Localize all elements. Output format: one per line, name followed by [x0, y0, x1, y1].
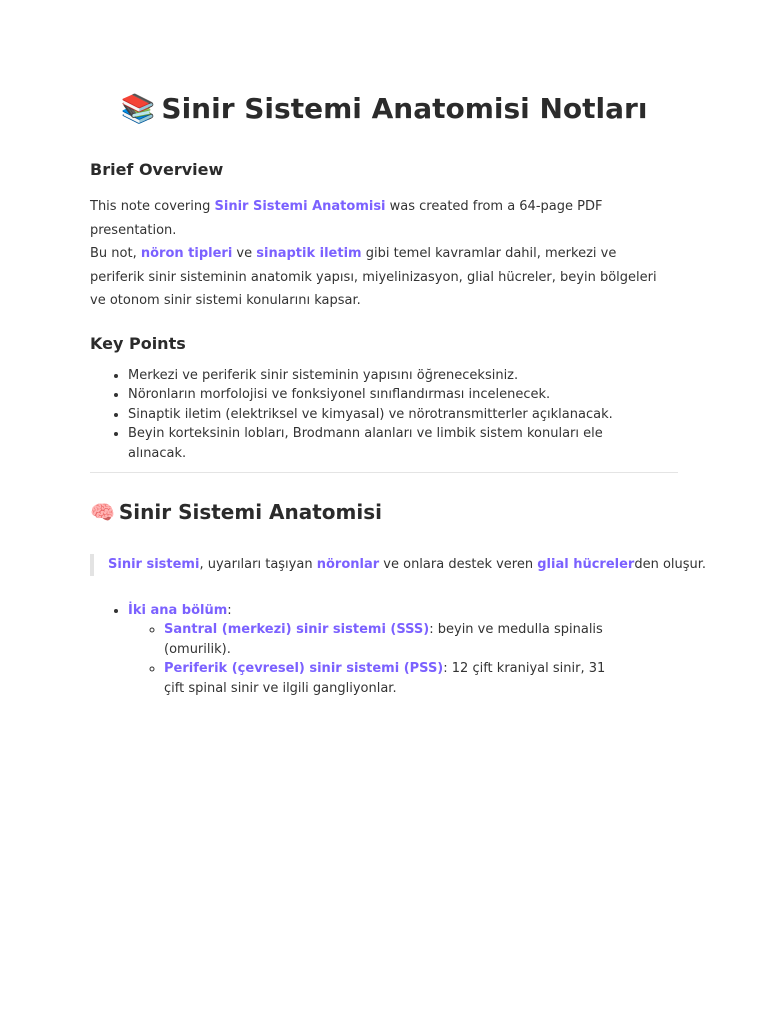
- key-points-heading: Key Points: [90, 334, 186, 353]
- highlight-term: sinaptik iletim: [256, 246, 362, 261]
- highlight-term: Santral (merkezi) sinir sistemi (SSS): [164, 622, 430, 638]
- quote-text: den oluşur.: [634, 557, 707, 572]
- overview-text: gibi temel kavramlar dahil, merkezi ve periferik sinir sisteminin anatomik yapısı, miyelinizasyon, glial hücreler, beyin bölgeleri ve otonom sinir sistemi konularını kapsar.: [90, 246, 657, 308]
- brief-overview-heading: Brief Overview: [90, 160, 224, 179]
- list-text: : beyin ve medulla spinalis (omurilik).: [164, 622, 603, 657]
- blockquote: [90, 554, 708, 576]
- overview-text: was created from a 64-page PDF presentation.: [90, 199, 603, 238]
- section-heading: [90, 500, 382, 524]
- books-icon: 📚: [120, 92, 156, 125]
- section-list: [90, 601, 688, 698]
- highlight-term: nöronlar: [316, 557, 380, 572]
- highlight-term: Sinir Sistemi Anatomisi: [214, 199, 386, 214]
- highlight-term: İki ana bölüm: [128, 603, 228, 618]
- list-text: :: [227, 603, 232, 618]
- list-item: • Sinaptik iletim (elektriksel ve kimyasal) ve nörotransmitterler açıklanacak.: [128, 405, 688, 424]
- list-item: [128, 601, 688, 698]
- quote-text: , uyarıları taşıyan: [199, 557, 317, 572]
- list-item: • Nöronların morfolojisi ve fonksiyonel sınıflandırması incelenecek.: [128, 385, 688, 404]
- page-title-text: Sinir Sistemi Anatomisi Notları: [161, 92, 648, 125]
- sub-list-item: [164, 659, 688, 698]
- list-item: • Beyin korteksinin lobları, Brodmann alanları ve limbik sistem konuları ele alınacak.: [128, 424, 688, 463]
- section-heading-text: Sinir Sistemi Anatomisi: [118, 500, 383, 524]
- highlight-term: Periferik (çevresel) sinir sistemi (PSS): [164, 661, 444, 677]
- overview-paragraph-2: [90, 242, 670, 313]
- highlight-term: nöron tipleri: [140, 246, 233, 261]
- page-title: [0, 92, 768, 125]
- list-item: • Merkezi ve periferik sinir sisteminin yapısını öğreneceksiniz.: [128, 366, 688, 385]
- overview-text: This note covering: [90, 199, 215, 214]
- list-text: : 12 çift kraniyal sinir, 31 çift spinal sinir ve ilgili gangliyonlar.: [164, 661, 606, 696]
- sub-list-item: [164, 620, 688, 659]
- section-divider: [90, 472, 678, 473]
- overview-paragraph-1: [90, 195, 610, 242]
- overview-text: ve: [232, 246, 257, 261]
- sub-list: [128, 620, 688, 698]
- quote-text: ve onlara destek veren: [379, 557, 538, 572]
- highlight-term: glial hücreler: [537, 557, 635, 572]
- key-points-list: [90, 366, 688, 463]
- overview-text: Bu not,: [90, 246, 141, 261]
- highlight-term: Sinir sistemi: [108, 557, 200, 572]
- brain-icon: 🧠: [90, 500, 115, 524]
